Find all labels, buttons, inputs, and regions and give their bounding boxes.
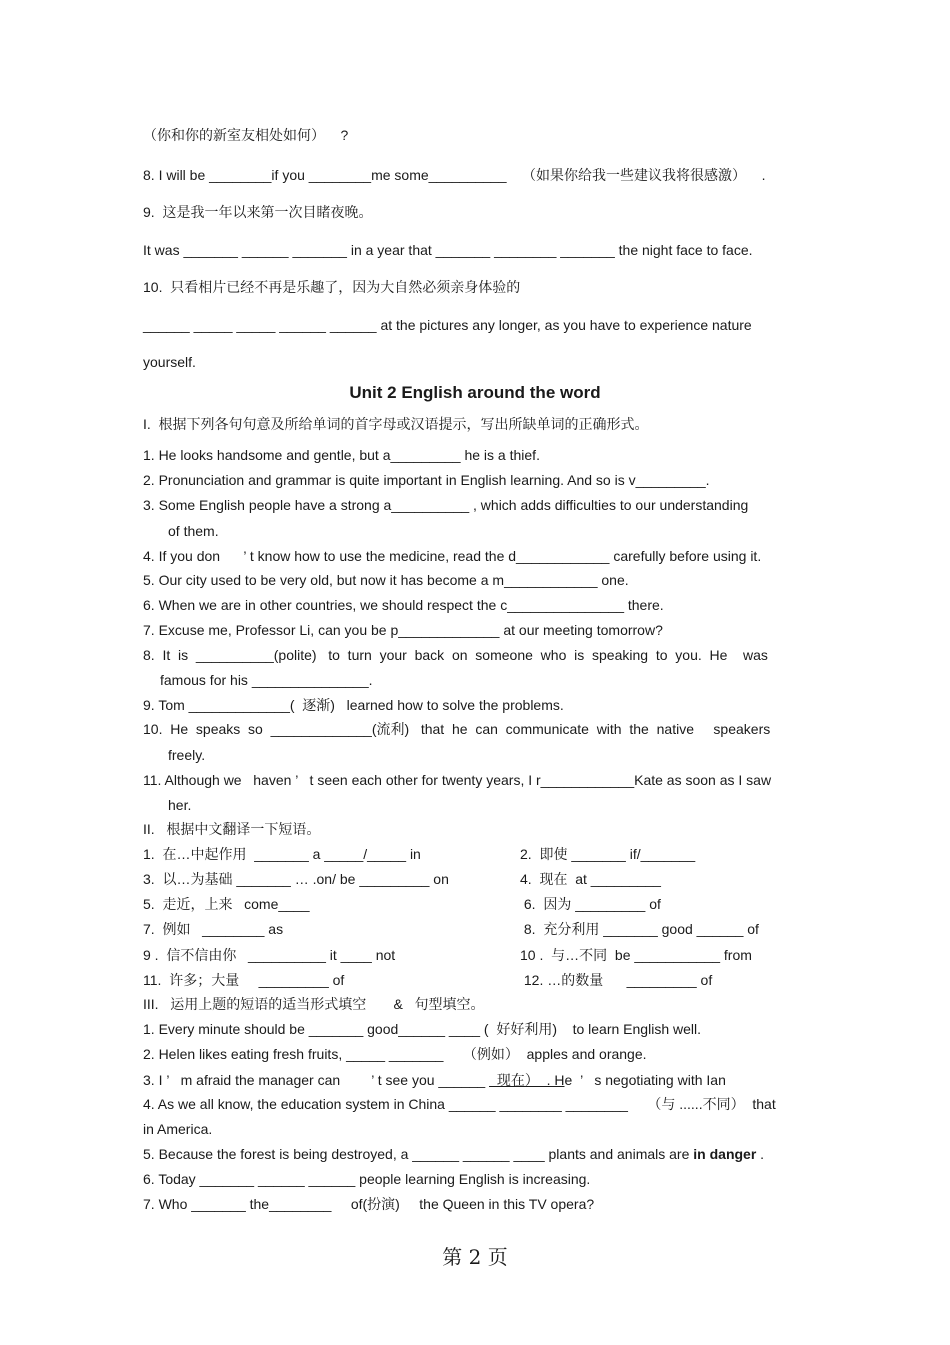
s2-row-left: 3. 以…为基础 _______ … .on/ be _________ on — [143, 871, 449, 887]
s3-item-7: 7. Who _______ the________ of(扮演) the Queen in this TV opera? — [143, 1196, 595, 1212]
s2-row-left: 1. 在…中起作用 _______ a _____/_____ in — [143, 846, 421, 862]
s2-row-left: 7. 例如 ________ as — [143, 921, 284, 937]
question-10-english: ______ _____ _____ ______ ______ at the pictures any longer, as you have to experience nature — [143, 317, 752, 333]
s1-item-8-cont: famous for his _______________. — [160, 672, 373, 688]
s3-item-5-pre: 5. Because the forest is being destroyed, a ______ ______ ____ plants and animals are — [143, 1146, 694, 1162]
s2-row-right: 10 . 与…不同 be ___________ from — [520, 947, 752, 963]
page-number: 第 2 页 — [442, 1245, 508, 1269]
s3-item-4: 4. As we all know, the education system in China ______ ________ ________ （与 ......不同） that — [143, 1096, 776, 1112]
s1-item-2: 2. Pronunciation and grammar is quite important in English learning. And so is v_________. — [143, 472, 710, 488]
s2-row-left: 11. 许多；大量 _________ of — [143, 972, 345, 988]
s1-item-10-cont: freely. — [168, 747, 206, 763]
s3-item-3-pre: 3. I ’ m afraid the manager can ’ t see you ______ — [143, 1072, 490, 1088]
prev-question-intro: （你和你的新室友相处如何） ? — [143, 127, 349, 143]
s1-item-11-cont: her. — [168, 797, 192, 813]
s3-item-6: 6. Today _______ ______ ______ people learning English is increasing. — [143, 1171, 591, 1187]
s3-item-3-post: e ’ s negotiating with Ian — [564, 1072, 726, 1088]
question-10-chinese: 10. 只看相片已经不再是乐趣了，因为大自然必须亲身体验的 — [143, 279, 521, 295]
s3-item-5-post: . — [756, 1146, 765, 1162]
s2-row-left: 5. 走近，上来 come____ — [143, 896, 310, 912]
s2-row-right: 12. …的数量 _________ of — [520, 972, 713, 988]
section-3-heading: III. 运用上题的短语的适当形式填空 & 句型填空。 — [143, 996, 485, 1012]
s1-item-6: 6. When we are in other countries, we should respect the c_______________ there. — [143, 597, 664, 613]
s2-row-right: 2. 即使 _______ if/_______ — [520, 846, 696, 862]
s3-item-4-cont: in America. — [143, 1121, 213, 1137]
s1-item-10: 10. He speaks so _____________(流利) that he can communicate with the native speakers — [143, 721, 771, 737]
s2-row-right: 8. 充分利用 _______ good ______ of — [520, 921, 759, 937]
s3-item-1: 1. Every minute should be _______ good______ ____ ( 好好利用) to learn English well. — [143, 1021, 701, 1037]
question-10-end: yourself. — [143, 354, 196, 370]
unit-title: Unit 2 English around the word — [349, 383, 601, 402]
s1-item-7: 7. Excuse me, Professor Li, can you be p_____________ at our meeting tomorrow? — [143, 622, 663, 638]
s2-row-left: 9 . 信不信由你 __________ it ____ not — [143, 947, 396, 963]
s1-item-8: 8. It is __________(polite) to turn your back on someone who is speaking to you. He was — [143, 647, 768, 663]
s1-item-3: 3. Some English people have a strong a__________ , which adds difficulties to our understanding — [143, 497, 749, 513]
section-1-heading: I. 根据下列各句句意及所给单词的首字母或汉语提示，写出所缺单词的正确形式。 — [143, 416, 649, 432]
s1-item-1: 1. He looks handsome and gentle, but a_________ he is a thief. — [143, 447, 540, 463]
question-9-english: It was _______ ______ _______ in a year that _______ ________ _______ the night face to face. — [143, 242, 753, 258]
s3-item-3-underlined: 现在） . H — [489, 1072, 565, 1088]
s1-item-3-cont: of them. — [168, 523, 219, 539]
s1-item-4: 4. If you don ’ t know how to use the medicine, read the d____________ carefully before using it. — [143, 548, 762, 564]
s2-row-right: 6. 因为 _________ of — [520, 896, 661, 912]
s1-item-5: 5. Our city used to be very old, but now it has become a m____________ one. — [143, 572, 629, 588]
question-9-chinese: 9. 这是我一年以来第一次目睹夜晚。 — [143, 204, 373, 220]
s2-row-right: 4. 现在 at _________ — [520, 871, 661, 887]
section-2-heading: II. 根据中文翻译一下短语。 — [143, 821, 321, 837]
s3-item-3 — [143, 1071, 726, 1089]
s1-item-11: 11. Although we haven ’ t seen each other for twenty years, I r____________Kate as soon as I saw — [143, 772, 772, 788]
question-8: 8. I will be ________if you ________me some__________ （如果你给我一些建议我将很感激） . — [143, 167, 766, 183]
s3-item-2: 2. Helen likes eating fresh fruits, _____ _______ （例如） apples and orange. — [143, 1046, 647, 1062]
s3-item-5-bold: in danger — [693, 1146, 757, 1162]
s3-item-5 — [143, 1145, 764, 1163]
s1-item-9: 9. Tom _____________( 逐渐) learned how to solve the problems. — [143, 697, 564, 713]
